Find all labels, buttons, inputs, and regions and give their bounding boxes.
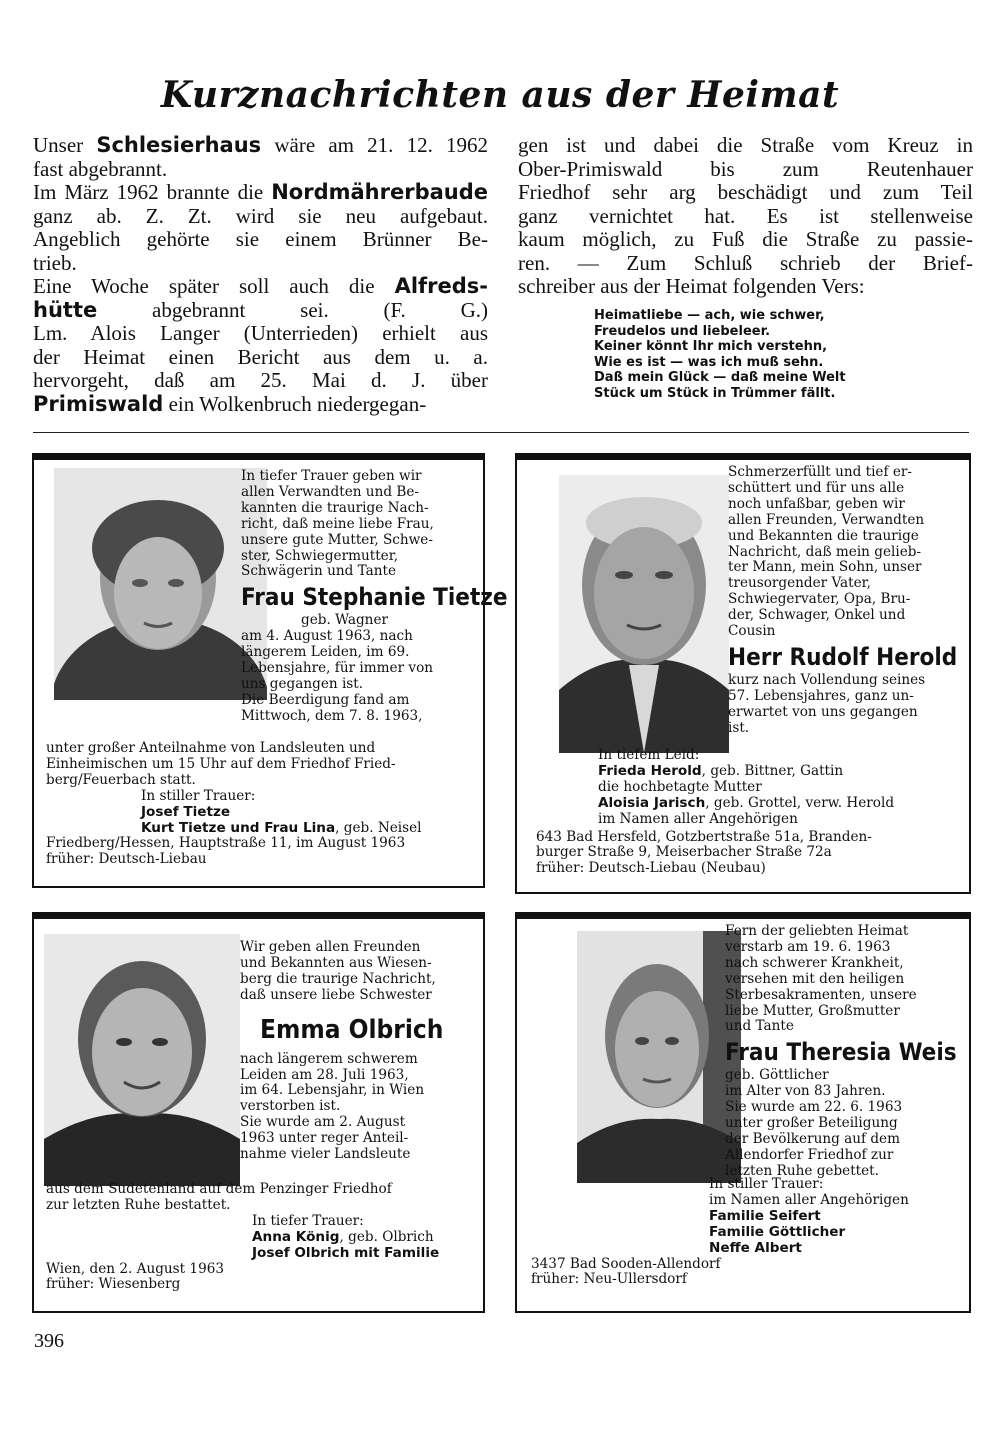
notice-line: 1963 unter reger Anteil-: [240, 1130, 409, 1147]
bold-text: Neffe Albert: [709, 1239, 802, 1256]
obituary-herold: [515, 453, 971, 894]
notice-text-upper: [240, 940, 443, 1163]
notice-line: nach schwerer Krankheit,: [725, 954, 904, 971]
mourner-line: [46, 1246, 439, 1262]
notice-text-lower: [536, 747, 895, 877]
bold-text: Nordmährerbaude: [271, 180, 488, 204]
mourners-label: In stiller Trauer:: [709, 1176, 824, 1192]
notice-line: der Bevölkerung auf dem: [725, 1130, 900, 1147]
mourner-line: [46, 1230, 439, 1246]
notice-line: treusorgender Vater,: [728, 575, 871, 592]
news-line: [33, 181, 488, 205]
notice-line: Einheimischen um 15 Uhr auf dem Friedhof Fried-: [46, 755, 396, 772]
notice-line: früher: Neu-Ullersdorf: [531, 1271, 687, 1288]
mourner-line: [598, 812, 894, 828]
text-run: die hochbetagte Mutter: [598, 778, 762, 795]
news-line: Friedhof sehr arg beschädigt und zum Teil: [518, 180, 973, 204]
text-run: , geb. Olbrich: [339, 1228, 434, 1245]
notice-line: Lebensjahre, für immer von: [241, 660, 434, 677]
mourner-line: [531, 1225, 909, 1241]
notice-top-bar: [34, 455, 483, 460]
text-run: Unser: [33, 133, 97, 157]
deceased-name: Emma Olbrich: [260, 1014, 444, 1045]
notice-line: 3437 Bad Sooden-Allendorf: [531, 1255, 721, 1272]
maiden-name: geb. Wagner: [301, 612, 388, 629]
notice-top-bar: [517, 455, 969, 460]
notice-line: Sie wurde am 22. 6. 1963: [725, 1099, 903, 1116]
notice-line: berg die traurige Nachricht,: [240, 970, 436, 987]
text-run: abgebrannt sei. (F. G.): [97, 297, 488, 322]
notice-line: im Alter von 83 Jahren.: [725, 1083, 886, 1100]
notice-line: allen Verwandten und Be-: [241, 483, 419, 500]
notice-text-lower: [46, 741, 422, 868]
notice-line: kurz nach Vollendung seines: [728, 671, 926, 688]
poem-verse: [594, 308, 846, 402]
notice-line: 643 Bad Hersfeld, Gotzbertstraße 51a, Branden-: [536, 828, 872, 845]
notice-line: daß unsere liebe Schwester: [240, 986, 432, 1003]
portrait-photo-tietze: [54, 468, 267, 700]
notice-line: und Bekannten aus Wiesen-: [240, 954, 432, 971]
notice-line: nahme vieler Landsleute: [240, 1146, 411, 1163]
notice-line: noch unfaßbar, geben wir: [728, 495, 905, 512]
notice-line: geb. Göttlicher: [725, 1067, 829, 1084]
notice-line: ster, Schwiegermutter,: [241, 547, 399, 564]
deceased-name: Herr Rudolf Herold: [728, 642, 958, 671]
notice-text-lower: [46, 1182, 439, 1293]
notice-line: Leiden am 28. Juli 1963,: [240, 1066, 409, 1083]
text-run: wäre am 21. 12. 1962: [261, 133, 488, 157]
notice-line: Wien, den 2. August 1963: [46, 1260, 225, 1277]
text-run: im Namen aller Angehörigen: [709, 1191, 909, 1208]
news-line: [33, 134, 488, 158]
deceased-name: Frau Theresia Weis: [725, 1038, 957, 1067]
verse-line: Keiner könnt Ihr mich verstehn,: [594, 339, 828, 355]
news-line: [33, 369, 488, 393]
notice-line: unter großer Anteilnahme von Landsleuten und: [46, 740, 376, 756]
notice-line: richt, daß meine liebe Frau,: [241, 515, 434, 532]
notice-line: liebe Mutter, Großmutter: [725, 1002, 900, 1019]
news-line: gen ist und dabei die Straße vom Kreuz in: [518, 133, 973, 157]
notice-line: Mittwoch, dem 7. 8. 1963,: [241, 707, 423, 724]
notice-line: uns gegangen ist.: [241, 675, 364, 692]
notice-line: ist.: [728, 719, 750, 736]
notice-line: und Bekannten die traurige: [728, 527, 919, 544]
notice-line: Schwägerin und Tante: [241, 563, 397, 580]
news-line: [33, 299, 488, 323]
verse-line: Freudelos und liebeleer.: [594, 323, 771, 339]
text-run: Eine Woche später soll auch die: [33, 274, 395, 298]
bold-text: Aloisia Jarisch: [598, 794, 706, 811]
text-run: trieb.: [33, 250, 77, 275]
deceased-name: Frau Stephanie Tietze: [241, 583, 508, 612]
news-line: [33, 228, 488, 252]
notice-line: früher: Wiesenberg: [46, 1276, 181, 1293]
obituary-tietze: [32, 453, 508, 888]
notice-line: nach längerem schwerem: [240, 1050, 418, 1067]
verse-line: Stück um Stück in Trümmer fällt.: [594, 385, 836, 401]
mourner-line: [531, 1209, 909, 1225]
page-title: Kurznachrichten aus der Heimat: [160, 74, 840, 116]
text-run: , geb. Grottel, verw. Herold: [705, 794, 895, 811]
notice-text-lower: [531, 1177, 909, 1288]
notice-text-upper: [728, 465, 957, 737]
news-line: [33, 346, 488, 370]
bold-text: Alfreds-: [394, 274, 488, 298]
notice-line: und Tante: [725, 1018, 794, 1035]
text-run: ein Wolkenbruch niedergegan-: [163, 391, 427, 416]
text-run: der Heimat einen Bericht aus dem u. a.: [33, 344, 488, 369]
notice-line: Nachricht, daß mein gelieb-: [728, 543, 922, 560]
text-run: hervorgeht, daß am 25. Mai d. J. über: [33, 368, 488, 392]
mourner-line: [46, 805, 422, 821]
news-line: [33, 158, 488, 182]
bold-text: Familie Seifert: [709, 1207, 821, 1224]
text-run: , geb. Bittner, Gattin: [701, 762, 844, 779]
notice-text-upper: [241, 469, 507, 725]
obituary-olbrich: [32, 912, 485, 1313]
notice-line: ter Mann, mein Sohn, unser: [728, 559, 922, 576]
notice-line: unsere gute Mutter, Schwe-: [241, 531, 433, 548]
obituary-weis: [515, 912, 971, 1313]
notice-line: verstarb am 19. 6. 1963: [725, 938, 891, 955]
section-divider: [33, 432, 969, 433]
news-line: [33, 322, 488, 346]
bold-text: Familie Göttlicher: [709, 1223, 846, 1240]
notice-line: der, Schwager, Onkel und: [728, 607, 906, 624]
bold-text: Primiswald: [33, 391, 164, 416]
address-block: [536, 830, 894, 878]
notice-line: unter großer Beteiligung: [725, 1115, 898, 1132]
verse-line: Daß mein Glück — daß meine Welt: [594, 370, 846, 386]
notice-line: verstorben ist.: [240, 1098, 341, 1115]
notice-line: burger Straße 9, Meiserbacher Straße 72a: [536, 844, 832, 861]
news-column-right: [518, 134, 973, 299]
notice-line: am 4. August 1963, nach: [241, 628, 413, 645]
notice-line: Cousin: [728, 623, 776, 640]
bold-text: Kurt Tietze und Frau Lina: [141, 819, 336, 836]
mourner-line: [531, 1193, 909, 1209]
notice-line: Sterbesakramenten, unsere: [725, 986, 917, 1003]
news-line: ganz vernichtet hat. Es ist stellenweise: [518, 203, 973, 228]
news-line: [33, 205, 488, 229]
mourner-line: [598, 780, 894, 796]
notice-line: 57. Lebensjahres, ganz un-: [728, 687, 914, 704]
text-run: , geb. Neisel: [335, 819, 422, 836]
notice-line: Friedberg/Hessen, Hauptstraße 11, im August 1963: [46, 835, 406, 852]
notice-line: schüttert und für uns alle: [728, 479, 905, 496]
text-run: Im März 1962 brannte die: [33, 180, 272, 204]
bold-text: Schlesierhaus: [96, 133, 262, 157]
notice-line: aus dem Sudetenland auf dem Penzinger Friedhof: [46, 1181, 392, 1197]
bold-text: Josef Tietze: [141, 803, 231, 820]
notice-text-upper: [725, 924, 957, 1180]
bold-text: Josef Olbrich mit Familie: [252, 1244, 440, 1261]
page-number: 396: [34, 1330, 64, 1352]
notice-line: Wir geben allen Freunden: [240, 939, 421, 955]
notice-line: In tiefer Trauer geben wir: [241, 468, 422, 484]
notice-line: längerem Leiden, im 69.: [241, 644, 410, 661]
notice-top-bar: [34, 914, 483, 919]
notice-line: im 64. Lebensjahr, in Wien: [240, 1082, 425, 1099]
bold-text: Frieda Herold: [598, 762, 702, 779]
news-line: ren. — Zum Schluß schrieb der Brief-: [518, 250, 973, 275]
bold-text: Anna König: [252, 1228, 340, 1245]
mourner-line: [598, 796, 894, 812]
mourner-line: [598, 764, 894, 780]
text-run: ganz ab. Z. Zt. wird sie neu aufgebaut.: [33, 203, 488, 228]
notice-line: kannten die traurige Nach-: [241, 499, 429, 516]
text-run: Lm. Alois Langer (Unterrieden) erhielt aus: [33, 321, 488, 345]
notice-line: Allendorfer Friedhof zur: [725, 1146, 894, 1163]
mourners-label: In stiller Trauer:: [141, 787, 256, 804]
bold-text: hütte: [33, 297, 98, 322]
notice-line: letzten Ruhe gebettet.: [725, 1162, 879, 1179]
notice-line: Fern der geliebten Heimat: [725, 923, 909, 939]
notice-line: zur letzten Ruhe bestattet.: [46, 1196, 231, 1213]
news-line: schreiber aus der Heimat folgenden Vers:: [518, 274, 865, 298]
text-run: fast abgebrannt.: [33, 156, 168, 181]
notice-line: Schwiegervater, Opa, Bru-: [728, 591, 911, 608]
portrait-photo-weis: [577, 931, 741, 1183]
news-line: [33, 252, 488, 276]
verse-line: Heimatliebe — ach, wie schwer,: [594, 308, 825, 323]
notice-line: erwartet von uns gegangen: [728, 703, 918, 720]
text-run: im Namen aller Angehörigen: [598, 810, 798, 827]
notice-line: Schmerzerfüllt und tief er-: [728, 464, 912, 480]
mourners-label: In tiefem Leid:: [598, 747, 700, 763]
verse-line: Wie es ist — was ich muß sehn.: [594, 354, 824, 370]
news-line: kaum möglich, zu Fuß die Straße zu passie-: [518, 227, 973, 251]
notice-line: früher: Deutsch-Liebau (Neubau): [536, 860, 766, 877]
portrait-photo-olbrich: [44, 934, 240, 1186]
news-line: [33, 393, 488, 417]
news-line: Ober-Primiswald bis zum Reutenhauer: [518, 156, 973, 181]
mourner-line: [46, 821, 422, 837]
notice-line: Sie wurde am 2. August: [240, 1114, 406, 1131]
notice-line: allen Freunden, Verwandten: [728, 511, 925, 528]
text-run: Angeblich gehörte sie einem Brünner Be-: [33, 227, 488, 251]
news-line: [33, 275, 488, 299]
notice-top-bar: [517, 914, 969, 919]
portrait-photo-herold: [559, 475, 729, 753]
notice-line: berg/Feuerbach statt.: [46, 771, 196, 788]
notice-line: versehen mit den heiligen: [725, 970, 905, 987]
notice-line: Die Beerdigung fand am: [241, 691, 410, 708]
mourners-label: In tiefer Trauer:: [252, 1212, 364, 1229]
notice-line: früher: Deutsch-Liebau: [46, 851, 207, 868]
news-column-left: [33, 134, 488, 416]
mourner-line: [531, 1241, 909, 1257]
